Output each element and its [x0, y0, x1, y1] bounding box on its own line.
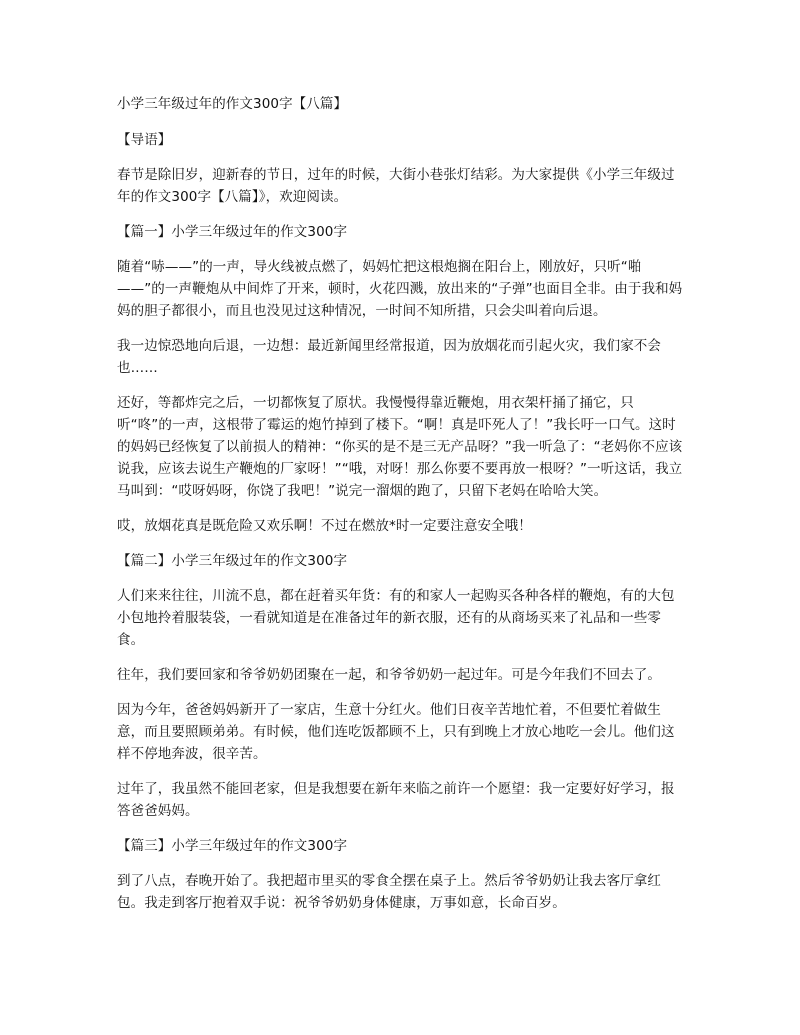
section-1-paragraph-2: 我一边惊恐地向后退，一边想：最近新闻里经常报道，因为放烟花而引起火灾，我们家不会也…… — [117, 338, 661, 376]
section-3-heading: 【篇三】小学三年级过年的作文300字 — [117, 838, 348, 854]
section-2-paragraph-1: 人们来来往往，川流不息，都在赶着买年货：有的和家人一起购买各种各样的鞭炮，有的大包小包地拎着服装袋，一看就知道是在准备过年的新衣服，还有的从商场买来了礼品和一些零食。 — [117, 588, 675, 648]
section-2-heading: 【篇二】小学三年级过年的作文300字 — [117, 553, 348, 569]
intro-heading: 【导语】 — [117, 132, 172, 148]
section-1-paragraph-1: 随着“哧——”的一声，导火线被点燃了，妈妈忙把这根炮搁在阳台上，刚放好，只听“啪——”的一声鞭炮从中间炸了开来，顿时，火花四溅，放出来的“子弹”也面目全非。由于我和妈妈的胆子都很小，而且也没见过这种情况，一时间不知所措，只会尖叫着向后退。 — [117, 259, 683, 319]
section-3-paragraph-1: 到了八点，春晚开始了。我把超市里买的零食全摆在桌子上。然后爷爷奶奶让我去客厅拿红包。我走到客厅抱着双手说：祝爷爷奶奶身体健康，万事如意，长命百岁。 — [117, 873, 661, 911]
section-2-paragraph-4: 过年了，我虽然不能回老家，但是我想要在新年来临之前许一个愿望：我一定要好好学习，报答爸爸妈妈。 — [117, 781, 675, 819]
section-2-paragraph-3: 因为今年，爸爸妈妈新开了一家店，生意十分红火。他们日夜辛苦地忙着，不但要忙着做生意，而且要照顾弟弟。有时候，他们连吃饭都顾不上，只有到晚上才放心地吃一会儿。他们这样不停地奔波，很辛苦。 — [117, 702, 675, 762]
section-1-heading: 【篇一】小学三年级过年的作文300字 — [117, 224, 348, 240]
document-title: 小学三年级过年的作文300字【八篇】 — [117, 96, 348, 112]
section-2-paragraph-2: 往年，我们要回家和爷爷奶奶团聚在一起，和爷爷奶奶一起过年。可是今年我们不回去了。 — [117, 667, 661, 683]
document-body — [117, 93, 683, 927]
intro-paragraph: 春节是除旧岁，迎新春的节日，过年的时候，大街小巷张灯结彩。为大家提供《小学三年级过年的作文300字【八篇】》，欢迎阅读。 — [117, 167, 675, 205]
section-1-paragraph-3: 还好，等都炸完之后，一切都恢复了原状。我慢慢得靠近鞭炮，用衣架杆捅了捅它，只听“咚”的一声，这根带了霉运的炮竹掉到了楼下。“啊！真是吓死人了！”我长吁一口气。这时的妈妈已经恢复了以前损人的精神：“你买的是不是三无产品呀？”我一听急了：“老妈你不应该说我，应该去说生产鞭炮的厂家呀！”“哦，对呀！那么你要不要再放一根呀？”一听这话，我立马叫到：“哎呀妈呀，你饶了我吧！”说完一溜烟的跑了，只留下老妈在哈哈大笑。 — [117, 395, 683, 499]
section-1-paragraph-4: 哎，放烟花真是既危险又欢乐啊！不过在燃放*时一定要注意安全哦！ — [117, 518, 532, 534]
